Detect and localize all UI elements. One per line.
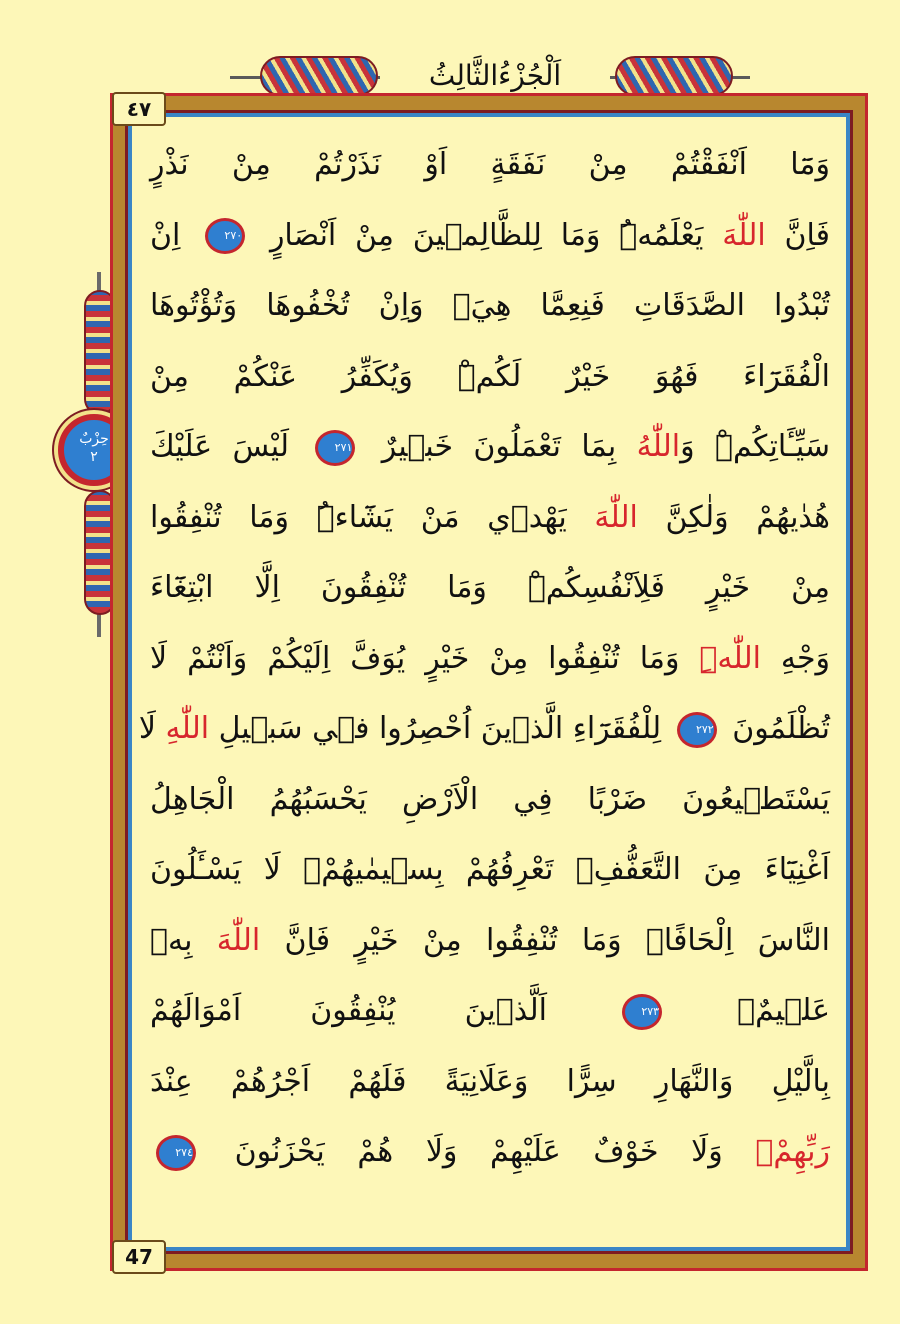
divine-name: اللّٰهَ <box>216 922 261 958</box>
verse-text: اَغْنِيَٓاءَ مِنَ التَّعَفُّفِۚ تَعْرِفُهُمْ بِس۪يمٰيهُمْۚ لَا يَسْـَٔلُونَ <box>150 852 830 887</box>
verse-text: وَجْهِ <box>760 640 831 676</box>
header-ornament-left <box>260 56 378 96</box>
verse-text: اَلَّذ۪ينَ يُنْفِقُونَ اَمْوَالَهُمْ <box>150 993 617 1028</box>
divine-name: اللّٰهُ <box>636 429 681 464</box>
ayah-number-marker: ٢٧٣ <box>622 994 662 1030</box>
verse-text: مِنْ خَيْرٍ فَلِاَنْفُسِكُمْۜ وَمَا تُنْفِقُونَ اِلَّا ابْتِغَٓاءَ <box>150 570 830 605</box>
divine-name: اللّٰهَ <box>722 217 766 253</box>
verse-line <box>150 1047 830 1118</box>
verse-text: وَمَٓا اَنْفَقْتُمْ مِنْ نَفَقَةٍ اَوْ نَذَرْتُمْ مِنْ نَذْرٍ <box>150 147 830 182</box>
header-ornament-right <box>615 56 733 96</box>
divine-name: اللّٰهَ <box>594 499 638 535</box>
verse-line <box>150 553 830 624</box>
verse-line <box>150 483 830 554</box>
verse-text: بِالَّيْلِ وَالنَّهَارِ سِرًّا وَعَلَانِيَةً فَلَهُمْ اَجْرُهُمْ عِنْدَ <box>150 1063 830 1099</box>
verse-text: بِمَا تَعْمَلُونَ خَب۪يرٌ <box>361 429 637 464</box>
verse-text: وَلَا خَوْفٌ عَلَيْهِمْ وَلَا هُمْ يَحْزَنُونَ <box>202 1134 756 1169</box>
verse-text: فَاِنَّ <box>765 217 830 253</box>
verse-text: لَا <box>138 711 166 746</box>
ayah-number-marker: ٢٧٢ <box>677 712 717 748</box>
verse-text: يَسْتَط۪يعُونَ ضَرْبًا فِي الْاَرْضِ يَحْسَبُهُمُ الْجَاهِلُ <box>150 781 830 817</box>
ayah-number-marker: ٢٧١ <box>315 430 355 466</box>
verse-text: الْفُقَرَٓاءَ فَهُوَ خَيْرٌ لَكُمْۜ وَيُكَفِّرُ عَنْكُمْ مِنْ <box>150 358 830 394</box>
verse-text: تُبْدُوا الصَّدَقَاتِ فَنِعِمَّا هِيَۚ وَاِنْ تُخْفُوهَا وَتُؤْتُوهَا <box>150 288 830 323</box>
verse-text: هُدٰيهُمْ وَلٰكِنَّ <box>637 499 830 535</box>
verse-line <box>150 765 830 836</box>
juz-title: اَلْجُزْءُالثَّالِثُ <box>380 56 610 96</box>
verse-line <box>150 906 830 977</box>
verse-line <box>150 271 830 342</box>
verse-text: النَّاسَ اِلْحَافًاۜ وَمَا تُنْفِقُوا مِنْ خَيْرٍ فَاِنَّ <box>260 922 830 958</box>
verse-text: بِه۪ <box>150 922 217 958</box>
verse-text: عَل۪يمٌ۟ <box>668 993 830 1028</box>
verse-line <box>150 412 830 483</box>
verse-text: يَهْد۪ي مَنْ يَشَٓاءُۜ وَمَا تُنْفِقُوا <box>150 499 595 535</box>
verse-line <box>150 342 830 413</box>
verse-text: وَمَا تُنْفِقُوا مِنْ خَيْرٍ يُوَفَّ اِلَيْكُمْ وَاَنْتُمْ لَا <box>150 640 700 676</box>
divine-name: رَبِّهِمْۚ <box>755 1134 830 1169</box>
ayah-number-marker: ٢٧٠ <box>205 218 245 254</box>
divine-name: اللّٰهِ <box>165 711 210 746</box>
verse-line <box>150 1117 830 1188</box>
verse-text: اِنْ <box>150 217 200 253</box>
verse-line <box>150 835 830 906</box>
page-number-bottom: 47 <box>112 1240 166 1274</box>
verse-text: يَعْلَمُهُۜ وَمَا لِلظَّالِم۪ينَ مِنْ اَنْصَارٍ <box>251 217 723 253</box>
verse-line <box>150 976 830 1047</box>
verse-lines <box>138 130 831 1188</box>
hizb-label: حِزْبٌ <box>79 431 109 447</box>
verse-text: لَيْسَ عَلَيْكَ <box>150 429 310 464</box>
verse-text: لِلْفُقَرَٓاءِ الَّذ۪ينَ اُحْصِرُوا ف۪ي سَب۪يلِ <box>209 711 671 746</box>
verse-line <box>138 694 830 765</box>
ayah-number-marker: ٢٧٤ <box>156 1135 196 1171</box>
verse-line <box>150 624 830 695</box>
hizb-number: ٢ <box>90 449 98 465</box>
verse-text: سَيِّـَٔاتِكُمْۜ وَ <box>680 429 831 464</box>
divine-name: اللّٰهِۜ <box>699 640 761 676</box>
verse-line <box>150 201 830 272</box>
page-number-top: ٤٧ <box>112 92 166 126</box>
verse-text: تُظْلَمُونَ <box>722 711 830 746</box>
verse-line <box>150 130 830 201</box>
